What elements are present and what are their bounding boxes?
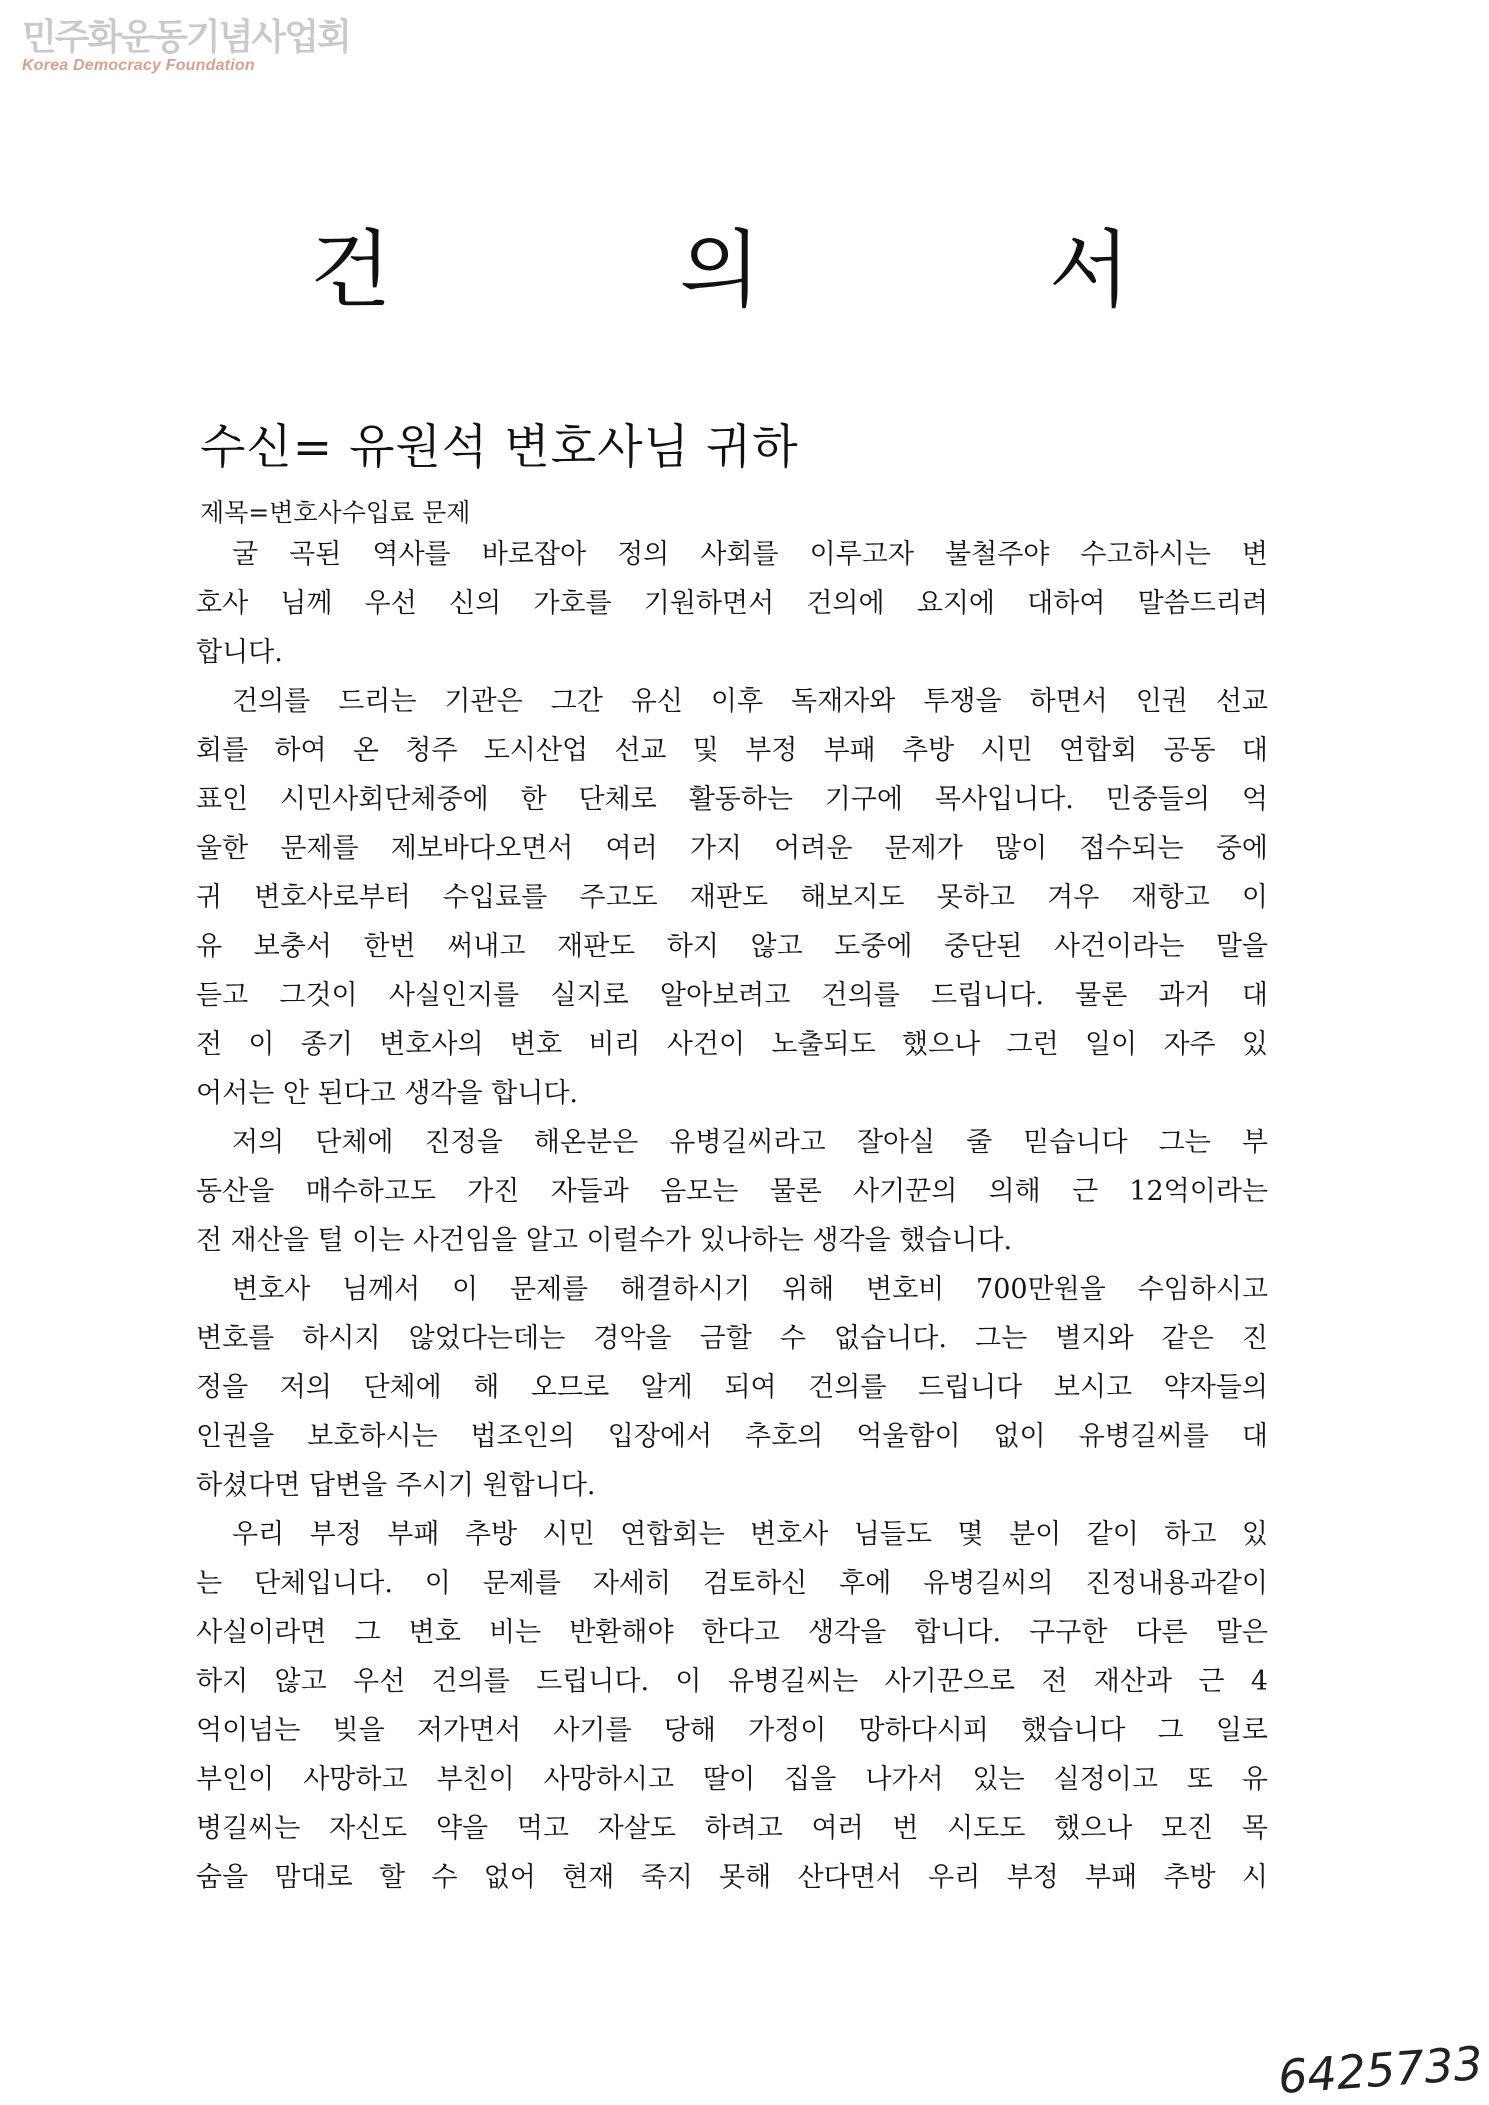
watermark-logo — [22, 17, 350, 74]
body-line: 귀 변호사로부터 수입료를 주고도 재판도 해보지도 못하고 겨우 재항고 이 — [196, 882, 1268, 913]
body-line: 호사 님께 우선 신의 가호를 기원하면서 건의에 요지에 대하여 말씀드리려 — [196, 588, 1268, 619]
body-line: 어서는 안 된다고 생각을 합니다. — [196, 1078, 578, 1109]
body-line: 변호를 하시지 않었다는데는 경악을 금할 수 없습니다. 그는 별지와 같은 진 — [196, 1323, 1268, 1354]
document-title — [310, 221, 1130, 319]
body-line: 굴 곡된 역사를 바로잡아 정의 사회를 이루고자 불철주야 수고하시는 변 — [232, 539, 1268, 570]
recipient-line: 수신= 유원석 변호사님 귀하 — [200, 420, 799, 475]
watermark-english: Korea Democracy Foundation — [22, 57, 255, 74]
body-line: 하셨다면 답변을 주시기 원합니다. — [196, 1470, 596, 1501]
title-char: 건 — [310, 221, 392, 319]
document-body — [196, 530, 1268, 1902]
body-line: 정을 저의 단체에 해 오므로 알게 되여 건의를 드립니다 보시고 약자들의 — [196, 1372, 1268, 1403]
watermark-korean: 민주화운동기념사업회 — [22, 17, 350, 58]
body-line: 인권을 보호하시는 법조인의 입장에서 추호의 억울함이 없이 유병길씨를 대 — [196, 1421, 1268, 1452]
body-line: 건의를 드리는 기관은 그간 유신 이후 독재자와 투쟁을 하면서 인권 선교 — [232, 686, 1268, 717]
body-line: 하지 않고 우선 건의를 드립니다. 이 유병길씨는 사기꾼으로 전 재산과 근 4 — [196, 1666, 1268, 1697]
body-line: 저의 단체에 진정을 해온분은 유병길씨라고 잘아실 줄 믿습니다 그는 부 — [232, 1127, 1268, 1158]
body-line: 우리 부정 부패 추방 시민 연합회는 변호사 님들도 몇 분이 같이 하고 있 — [232, 1519, 1268, 1550]
body-line: 는 단체입니다. 이 문제를 자세히 검토하신 후에 유병길씨의 진정내용과같이 — [196, 1568, 1268, 1599]
body-line: 병길씨는 자신도 약을 먹고 자살도 하려고 여러 번 시도도 했으나 모진 목 — [196, 1813, 1268, 1844]
title-char: 서 — [1048, 221, 1130, 319]
body-line: 듣고 그것이 사실인지를 실지로 알아보려고 건의를 드립니다. 물론 과거 대 — [196, 980, 1268, 1011]
body-line: 억이넘는 빚을 저가면서 사기를 당해 가정이 망하다시피 했습니다 그 일로 — [196, 1715, 1268, 1746]
body-line: 회를 하여 온 청주 도시산업 선교 및 부정 부패 추방 시민 연합회 공동 대 — [196, 735, 1268, 766]
body-line: 숨을 맘대로 할 수 없어 현재 죽지 못해 산다면서 우리 부정 부패 추방 시 — [196, 1862, 1268, 1893]
subject-line: 제목=변호사수입료 문제 — [200, 498, 471, 527]
body-line: 부인이 사망하고 부친이 사망하시고 딸이 집을 나가서 있는 실정이고 또 유 — [196, 1764, 1268, 1795]
body-line: 동산을 매수하고도 가진 자들과 음모는 물론 사기꾼의 의해 근 12억이라는 — [196, 1176, 1268, 1207]
body-line: 울한 문제를 제보바다오면서 여러 가지 어려운 문제가 많이 접수되는 중에 — [196, 833, 1268, 864]
body-line: 표인 시민사회단체중에 한 단체로 활동하는 기구에 목사입니다. 민중들의 억 — [196, 784, 1268, 815]
body-line: 변호사 님께서 이 문제를 해결하시기 위해 변호비 700만원을 수임하시고 — [232, 1274, 1268, 1305]
body-line: 합니다. — [196, 637, 283, 668]
body-line: 사실이라면 그 변호 비는 반환해야 한다고 생각을 합니다. 구구한 다른 말은 — [196, 1617, 1268, 1648]
title-char: 의 — [679, 221, 761, 319]
body-line: 전 이 종기 변호사의 변호 비리 사건이 노출되도 했으나 그런 일이 자주 있 — [196, 1029, 1268, 1060]
handwritten-document-number: 6425733 — [1276, 2035, 1485, 2105]
body-line: 유 보충서 한번 써내고 재판도 하지 않고 도중에 중단된 사건이라는 말을 — [196, 931, 1268, 962]
body-line: 전 재산을 털 이는 사건임을 알고 이럴수가 있나하는 생각을 했습니다. — [196, 1225, 1013, 1256]
